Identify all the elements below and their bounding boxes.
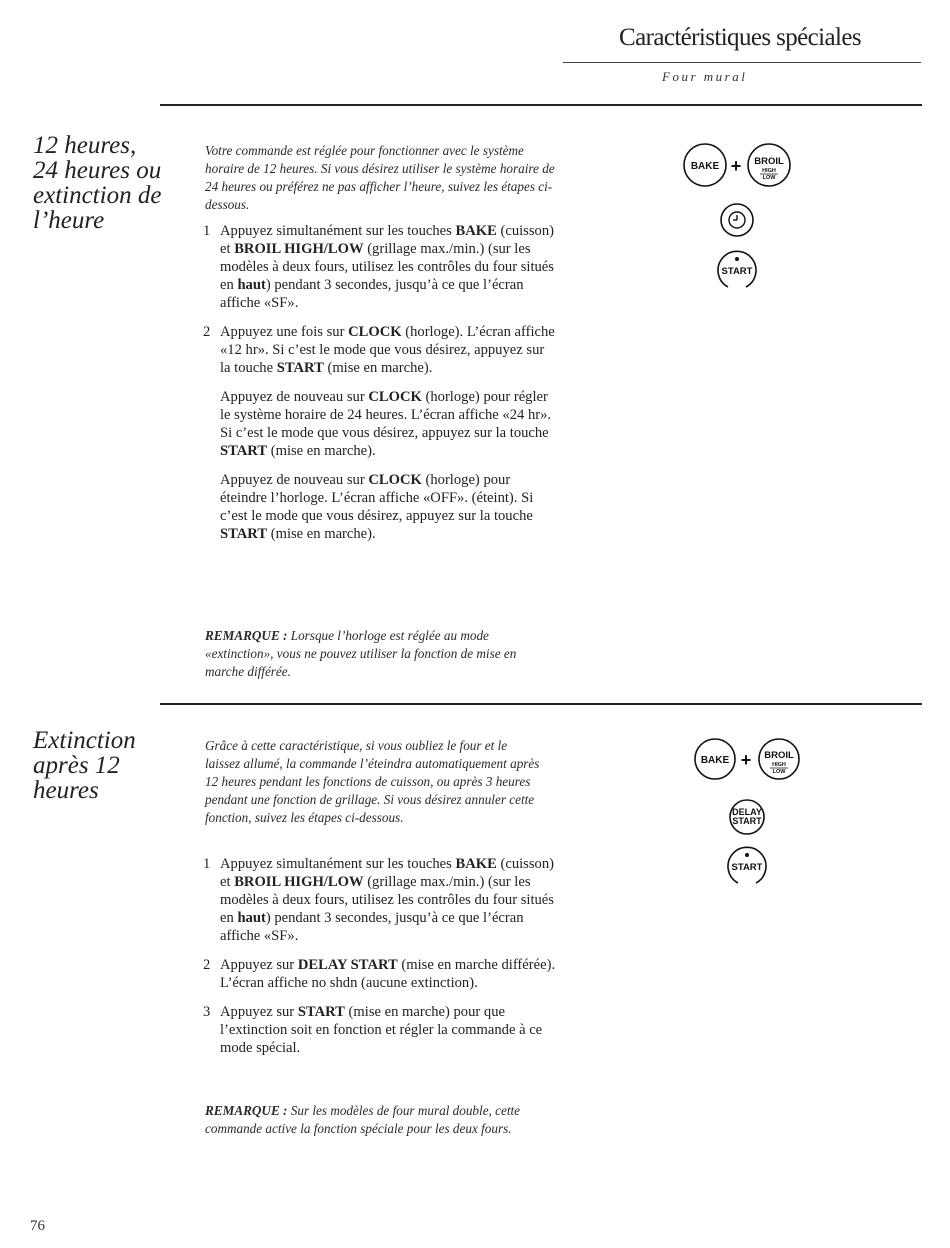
bake-key-label: BAKE <box>690 161 720 172</box>
bake-key-icon <box>684 144 726 186</box>
key-name: START <box>220 526 268 542</box>
steps-list <box>203 855 558 1068</box>
step-text: (horloge) pour régler le système horaire de 24 heures. L’écran affiche «24 hr». Si c’est le mode que vous désirez, appuyez sur la touche <box>220 389 552 441</box>
broil-high-label: HIGH <box>762 168 776 174</box>
key-name: START <box>297 1004 345 1020</box>
delay-key-label: DELAY <box>732 807 762 817</box>
section-divider <box>160 703 922 705</box>
plus-sign: + <box>730 156 742 176</box>
step-item <box>203 956 558 992</box>
step-text: (mise en marche). <box>267 443 376 459</box>
note-label: REMARQUE : <box>205 628 288 643</box>
key-name: BROIL HIGH/LOW <box>234 874 364 890</box>
keypad-diagram <box>685 738 810 893</box>
page-number: 76 <box>30 1218 45 1234</box>
note-text: Sur les modèles de four mural double, cette commande active la fonction spéciale pour les deux fours. <box>205 1103 521 1136</box>
steps-list <box>203 222 558 554</box>
step-item <box>203 388 558 460</box>
key-name: BAKE <box>455 856 497 872</box>
section-intro: Grâce à cette caractéristique, si vous oubliez le four et le laissez allumé, la commande l’éteindra automatiquement après 12 heures pendant les fonctions de cuisson, ou après 3 heures pendant une fonction de grillage. Si vous désirez annuler cette fonction, suivez les étapes ci-dessous. <box>205 738 540 825</box>
start-key-icon <box>728 847 766 883</box>
step-number: 1 <box>203 856 211 872</box>
step-text: (cuisson) et <box>220 223 554 257</box>
step-text: Appuyez de nouveau sur <box>220 472 369 488</box>
step-text: (cuisson) et <box>220 856 554 890</box>
page-header-subtitle: Four mural <box>662 69 748 84</box>
step-text: Appuyez sur <box>220 957 298 973</box>
section-intro: Votre commande est réglée pour fonctionner avec le système horaire de 12 heures. Si vous désirez utiliser le système horaire de 24 heures ou préférez ne pas afficher l’heure, suivez les étapes ci-dessous. <box>205 143 555 212</box>
key-name: START <box>276 360 324 376</box>
step-text: ) pendant 3 secondes, jusqu’à ce que l’écran affiche «SF». <box>220 910 524 944</box>
step-item <box>203 222 558 312</box>
emphasis: haut <box>237 277 266 293</box>
clock-key-icon <box>721 204 753 236</box>
broil-key-icon <box>748 144 790 186</box>
step-number: 3 <box>203 1004 211 1020</box>
step-text: (mise en marche). <box>267 526 376 542</box>
broil-low-label: LOW <box>772 769 786 775</box>
header-divider <box>563 62 921 63</box>
step-text: (horloge). L’écran affiche «12 hr». Si c’est le mode que vous désirez, appuyez sur la touche <box>220 324 555 376</box>
section-title-12-hour-shutoff: Extinction après 12 heures <box>33 727 136 804</box>
broil-low-label: LOW <box>762 175 776 181</box>
step-text: (mise en marche différée). L’écran affiche no shdn (aucune extinction). <box>220 957 556 991</box>
step-number: 2 <box>203 324 211 340</box>
page-header-title: Caractéristiques spéciales <box>619 24 861 51</box>
delay-start-key-icon <box>730 800 764 834</box>
step-text: Appuyez de nouveau sur <box>220 389 369 405</box>
key-name: DELAY START <box>297 957 398 973</box>
broil-high-label: HIGH <box>772 762 786 768</box>
bake-key-label: BAKE <box>700 755 730 766</box>
step-text: (mise en marche) pour que l’extinction soit en fonction et régler la commande à ce mode spécial. <box>220 1004 543 1056</box>
key-name: CLOCK <box>368 389 422 405</box>
step-text: Appuyez sur <box>220 1004 298 1020</box>
step-text: (grillage max./min.) (sur les modèles à deux fours, utilisez les contrôles du four situés en <box>220 874 554 926</box>
key-name: BROIL HIGH/LOW <box>234 241 364 257</box>
note-label: REMARQUE : <box>205 1103 288 1118</box>
step-text: (horloge) pour éteindre l’horloge. L’écran affiche «OFF». (éteint). Si c’est le mode que vous désirez, appuyez sur la touche <box>220 472 534 524</box>
broil-key-icon <box>759 739 799 779</box>
section-title-12-24-hours: 12 heures, 24 heures ou extinction de l’heure <box>33 132 162 234</box>
step-item <box>203 471 558 543</box>
note <box>205 627 550 681</box>
start-key-label: START <box>721 266 753 277</box>
section-divider <box>160 104 922 106</box>
start-key-label: START <box>731 862 763 873</box>
key-name: START <box>220 443 268 459</box>
emphasis: haut <box>237 910 266 926</box>
broil-key-label: BROIL <box>754 156 784 167</box>
delay-start-key-label: START <box>732 816 762 826</box>
step-text: (grillage max./min.) (sur les modèles à deux fours, utilisez les contrôles du four situés en <box>220 241 554 293</box>
step-item <box>203 855 558 945</box>
step-text: ) pendant 3 secondes, jusqu’à ce que l’écran affiche «SF». <box>220 277 524 311</box>
note-text: Lorsque l’horloge est réglée au mode «extinction», vous ne pouvez utiliser la fonction de mise en marche différée. <box>205 628 517 679</box>
step-text: Appuyez simultanément sur les touches <box>220 223 456 239</box>
key-name: CLOCK <box>368 472 422 488</box>
key-name: BAKE <box>455 223 497 239</box>
step-text: Appuyez simultanément sur les touches <box>220 856 456 872</box>
note <box>205 1102 550 1138</box>
start-key-icon <box>718 251 756 287</box>
broil-key-label: BROIL <box>764 750 794 761</box>
step-number: 2 <box>203 957 211 973</box>
keypad-diagram <box>675 140 800 300</box>
step-text: (mise en marche). <box>323 360 433 376</box>
step-item <box>203 323 558 377</box>
key-name: CLOCK <box>348 324 402 340</box>
plus-sign: + <box>740 750 752 770</box>
step-text: Appuyez une fois sur <box>220 324 349 340</box>
step-number: 1 <box>203 223 211 239</box>
step-item <box>203 1003 558 1057</box>
bake-key-icon <box>695 739 735 779</box>
